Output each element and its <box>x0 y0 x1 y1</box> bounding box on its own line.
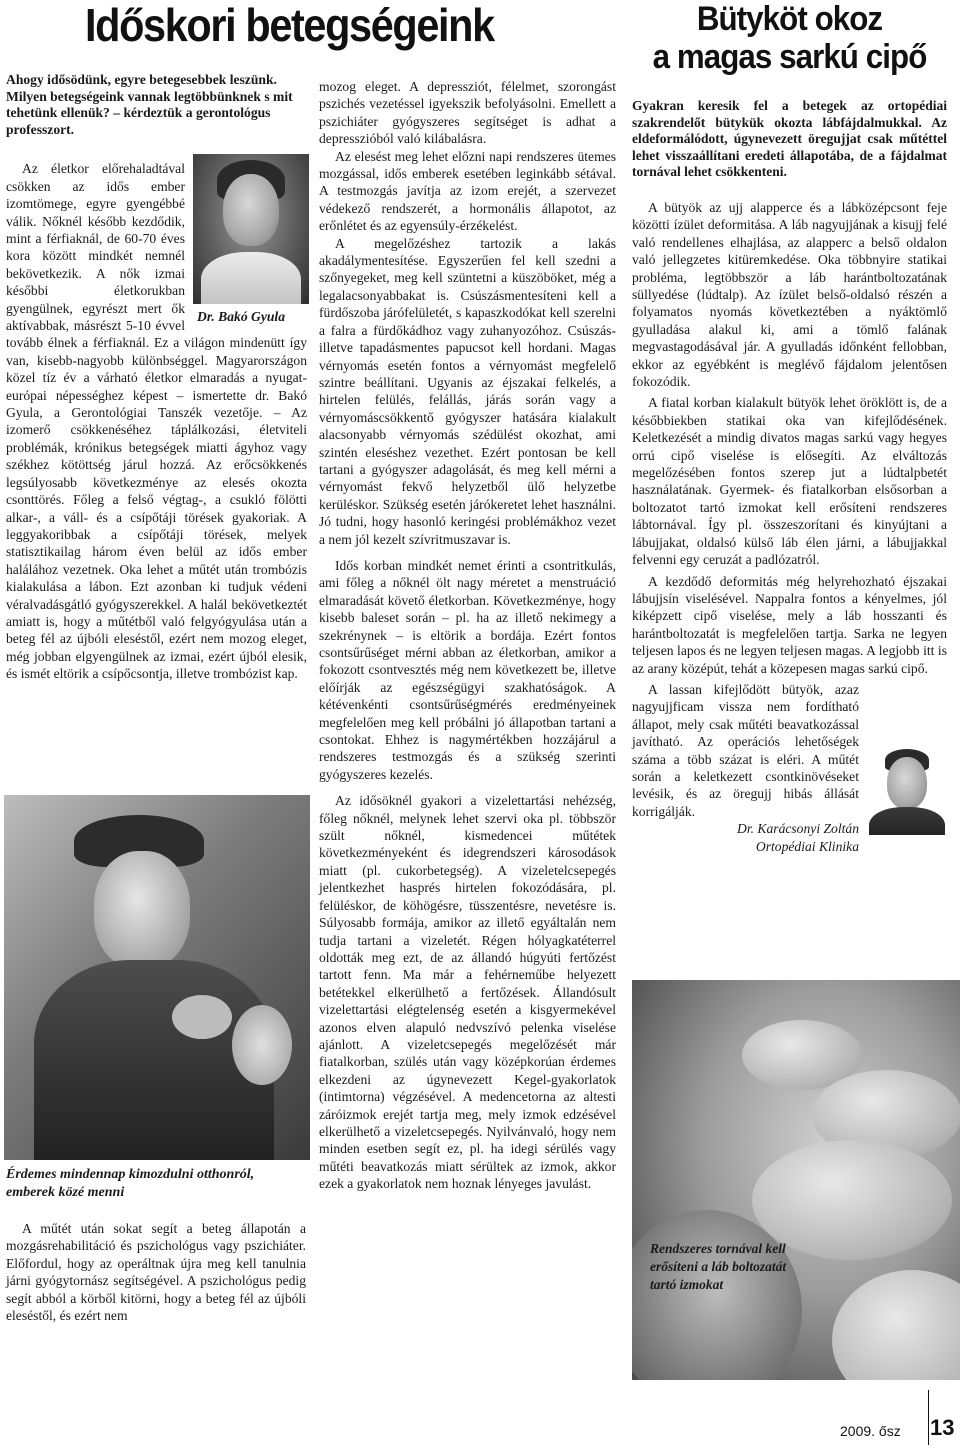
feet-photo <box>632 980 960 1380</box>
footer-page-number: 13 <box>930 1415 955 1440</box>
left-article-column-2 <box>319 0 616 1193</box>
right-article-paragraph-4: A lassan kifejlődött bütyök, azaz nagyujjficam vissza nem fordítható állapot, mely csak műtéti beavatkozással javítható. Az operációs lehetőségek száma a több százat is eléri. A műtét során a keletkezett csontkinövéseket levésik, és az öregujj hibás állását korrigálják. <box>632 681 859 819</box>
bako-portrait-caption: Dr. Bakó Gyula <box>197 309 285 325</box>
right-article-author: Dr. Karácsonyi Zoltán <box>737 821 859 837</box>
right-article-column <box>632 0 947 855</box>
col2-paragraph-5: Az idősöknél gyakori a vizelettartási nehézség, főleg nőknél, melynek lehet szervi oka pl. többször szült nőknél, kismedencei műtétek következményeként és idegrendszeri károsodások miatt (pl. cukorbetegség). A vizeletelcsepegés jelentkezhet hasprés hirtelen fokozódására, pl. felüléskor, de köhögésre, tüsszentésre, nevetésre is. Súlyosabb formája, amikor az illető egyáltalán nem tudja tartani a vizeletét. Régen hólyagkatéterrel oldották meg ezt, de az állandó húgyúti fertőzést tartott fenn. Ma már a fehérneműbe helyezett betétekkel elkerülhető a fertőzések. Állandósult vizelettartási elégtelenség esetén a kisgyermekével azonos elven alapuló nedvszívó pelenka viselése ajánlott. A vizeletcsepegés megelőzését már fiatalkorban, szülés után vagy középkorúan érdemes elkezdeni az úgynevezett Kegel-gyakorlatok (intimtorna) végzésével. A medencetorna az altesti záróizmok erejét tartja meg, mely izmok edzésével elkerülhető a vizeletcsepegés. Nyilvánvaló, hogy nem minden esetben segít ez, pl. ha idegi sérülés vagy műtéti beavatkozás miatt sérültek az izmok, akkor ezek a gyakorlatok nem hoznak lényeges javulást. <box>319 793 616 1192</box>
karacsonyi-portrait-figure <box>867 749 947 835</box>
right-article-paragraph-1: A bütyök az ujj alapperce és a lábközépcsont feje közötti ízület deformitása. A láb nagyujjának a kisujj felé való rendellenes elhajlása, az alapperc a belső oldalon való jellegzetes kitüremkedése. Oka többnyire statikai probléma, legtöbbször a láb harántboltozatának süllyedése (lúdtalp). Az ízület belső-oldalsó részén a folyamatos nyomás következtében a nyáktömlő gyulladása alakul ki, ami a tömlő falának megvastagodásával jár. A gyulladás időnként fellobban, ekkor az egyébként is meglévő fájdalom jelentősen fokozódik. <box>632 199 947 390</box>
left-article-headline: Időskori betegségeink <box>85 0 494 51</box>
right-article-paragraph-2: A fiatal korban kialakult bütyök lehet öröklött is, de a későbbiekben statikai oka van kifejlődésének. Keletkezését a mindig divatos magas sarkú vagy hegyes orrú cipő viselése is elősegíti. Az elváltozás megelőzésében fontos szerep jut a lúdtalpbetét használatának. Gyermek- és fiatalkorban elsősorban a boltozatot tartó izmokat kell erősíteni rendszeres lábtornával. Így pl. összeszorítani és kinyújtani a lábujjakat, oldalsó külső láb élen járni, a lábujjakkal felvenni egy ceruzát a padlózatról. <box>632 395 947 568</box>
feet-photo-caption: Rendszeres tornával kell erősíteni a láb boltozatát tartó izmokat <box>650 1241 787 1292</box>
col2-paragraph-2: Az elesést meg lehet előzni napi rendszeres ütemes mozgással, idős emberek esetében leginkább sétával. A testmozgás javítja az izom erejét, a szervezet védekező rendszerét, a hormonális állapotot, az erőnlétet és az egyensúly-érzékelést. <box>319 148 616 234</box>
col2-paragraph-4: Idős korban mindkét nemet érinti a csontritkulás, ami főleg a nőknél ölt nagy méretet a menstruáció elmaradását követő életkorban. Következménye, hogy kisebb baleset során – pl. ha az illető nekimegy a szekrénynek – is eltörik a bordája. Ezért fontos csontsűrűséget mérni abban az életkorban, amikor a fokozott csontvesztés még nem következett be, illetve előírják az egészségügyi szakhatóságok. A kétévenkénti csontsűrűségmérés eredményeinek megfelelően meg kell próbálni jó állapotban tartani a csontokat. Ehhez is nagymértékben hozzájárul a rendszeres testmozgás és a szükség szerinti gyógyszeres kezelés. <box>319 557 616 782</box>
old-man-photo <box>4 795 310 1160</box>
left-article-intro-paragraph: Az életkor előrehaladtával csökken az idős ember izomtömege, egyre gyengébbé válik. Nőknél később kezdődik, mint a férfiaknál, de 60-70 éves kora között mindkét nemnél bekövetkezik. A nők izmai későbbi életkorukban gyengülnek, egyrészt mert ők aktívabbak, másrészt 5-10 évvel tovább élnek a férfiaknál. Ez a világon mindenütt így van, kisebb-nagyobb különbséggel. Magyarországon közel tíz év a várható életkor elmaradás a nyugat-európai népességhez képest – ismertette dr. Bakó Gyula, a Gerontológiai Tanszék vezetője. – Az izomerő csökkenéséhez táplálkozási, életviteli problémák, krónikus betegségek miatti ágyhoz vagy székhez kötöttség járul hozzá. Az erőcsökkenés legsúlyosabb következménye az elesés okozta csonttörés. Főleg a felső végtag-, a csukló fölötti alkar-, a váll- és a csípőtáji törések gyakoriak. A leggyakoribbak a csípőtáji törések, melyek statisztikailag három éven belül az idős ember halálához vezetnek. Oka lehet a műtét után trombózis kialakulása a lábon. Ezt azonban ki tudjuk védeni véralvadásgátló gyógyszerekkel. A halál bekövetkeztét amiatt is, hogy a műtétből való felgyógyulása után a beteg fél az újbóli eleséstől, ezért nem mozog eleget, még jobban elgyengülnek az izmai, ezért újból elesik, és ismét eltörik a csípőcsontja, illetve trombózist kap. <box>6 161 307 682</box>
col2-paragraph-1: mozog eleget. A depressziót, félelmet, szorongást pszichés vezetéssel igyekszik befolyásolni. Emellett a pszichiáter gyógyszeres segítséget is adhat a depresszióból való kilábalásra. <box>319 79 616 147</box>
bako-portrait-figure <box>193 154 311 326</box>
footer-season: 2009. ősz <box>840 1423 901 1439</box>
karacsonyi-portrait-photo <box>867 749 947 835</box>
left-article-lead: Ahogy idősödünk, egyre betegesebbek leszünk. Milyen betegségeink vannak legtöbbünknek s mit tehetünk ellenük? – kérdeztük a gerontológus professzort. <box>6 72 293 137</box>
right-article-paragraph-3: A kezdődő deformitás még helyrehozható éjszakai lábujjsín viselésével. Nappalra fontos a kényelmes, jól kiképzett cipő viselése, mely a láb hosszanti és harántboltozatát is megfelelően tartja. Sarka ne legyen teljesen lapos és ne legyen teljesen magas. A legjobb itt is az arany középút, tehát a közepesen magas sarkú cipő. <box>632 573 947 676</box>
bako-portrait-photo <box>193 154 309 304</box>
footer-divider <box>928 1390 929 1445</box>
left-article-column-1 <box>6 0 307 683</box>
right-article-affiliation: Ortopédiai Klinika <box>755 838 859 854</box>
right-article-lead: Gyakran keresik fel a betegek az ortopédiai szakrendelőt bütykük okozta lábfájdalmukkal. Az eldeformálódott, úgynevezett öregujjat csak műtéttel lehet visszaállítani eredeti állapotába, de a fájdalmat tornával lehet csökkenteni. <box>632 98 947 180</box>
right-headline-line-2: a magas sarkú cipő <box>652 38 927 76</box>
col2-paragraph-3: A megelőzéshez tartozik a lakás akadálymentesítése. Egyszerűen fel kell szedni a szőnyegeket, meg kell szüntetni a küszöböket, még a legalacsonyabbakat is. Csúszásmentesíteni kell a fürdőszoba járófelületét, s kapaszkodókat kell szerelni a falra a fürdőkádhoz vagy zuhanyozóhoz. Csúszás- illetve tapadásmentes papucsot kell hordani. Magas vérnyomás esetén fontos a vérnyomást megfelelő szintre beállítani. Ugyanis az éjszakai felkelés, a hirtelen felülés, felállás, járás során vagy a vérnyomáscsökkentő gyógyszer hatására kialakult alacsonyabb vérnyomás szédülést okozhat, ami szintén eleséshez vezethet. Ezért pontosan be kell tartani a gyógyszer adagolását, és meg kell mérni a vérnyomást fekvő helyzetből ülő helyzetbe kerüléskor. Szükség esetén járókeretet lehet használni. Jó tudni, hogy hasonló keringési problémákhoz vezet a nem jól kezelt szívritmuszavar is. <box>319 235 616 547</box>
right-headline-line-1: Bütyköt okoz <box>696 0 883 38</box>
old-man-photo-caption: Érdemes mindennap kimozdulni otthonról, emberek közé menni <box>6 1167 255 1200</box>
left-article-after-photo-paragraph: A műtét után sokat segít a beteg állapotán a mozgásrehabilitáció és pszichológus vagy pszichiáter. Előfordul, hogy az operáltnak újra meg kell tanulnia járni gyógytornász segítségével. A pszichológus pedig segít abból a körből kitörni, hogy a beteg fél az újbóli eleséstől, és ezért nem <box>6 1221 306 1324</box>
